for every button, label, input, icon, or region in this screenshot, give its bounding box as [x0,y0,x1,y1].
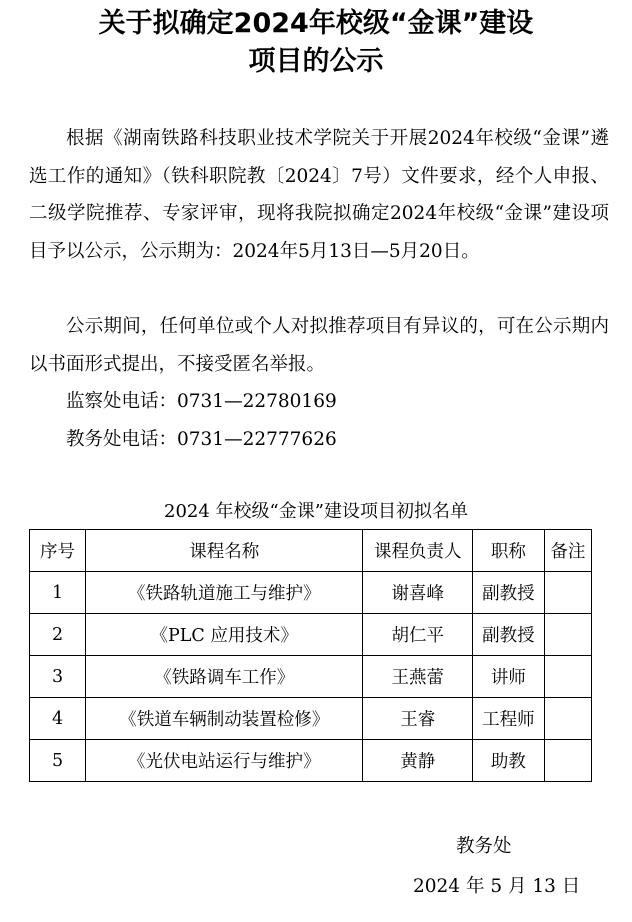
header-leader: 课程负责人 [363,530,473,572]
table-row [30,698,592,740]
cell-title: 讲师 [473,656,545,698]
body-paragraph-notice: 根据《湖南铁路科技职业技术学院关于开展2024年校级“金课”遴选工作的通知》（铁科职院教〔2024〕7号）文件要求，经个人申报、二级学院推荐、专家评审，现将我院拟确定2024年校级“金课”建设项目予以公示，公示期为：2024年5月13日—5月20日。 [29,128,609,262]
cell-no: 2 [30,614,86,656]
table-row [30,656,592,698]
cell-note [544,656,591,698]
header-title: 职称 [473,530,545,572]
table-row [30,572,592,614]
signature-department: 教务处 [456,836,512,857]
cell-title: 副教授 [473,572,545,614]
cell-title: 工程师 [473,698,545,740]
cell-leader: 胡仁平 [363,614,473,656]
cell-leader: 王燕蕾 [363,656,473,698]
project-list-table [29,529,592,782]
cell-course: 《铁路轨道施工与维护》 [86,572,363,614]
cell-leader: 谢喜峰 [363,572,473,614]
cell-note [544,572,591,614]
cell-leader: 黄静 [363,740,473,782]
cell-note [544,740,591,782]
header-course: 课程名称 [86,530,363,572]
cell-leader: 王睿 [363,698,473,740]
cell-no: 3 [30,656,86,698]
header-no: 序号 [30,530,86,572]
table-header-row [30,530,592,572]
document-title-line1: 关于拟确定2024年校级“金课”建设 [98,8,534,39]
cell-no: 5 [30,740,86,782]
table-row [30,740,592,782]
academic-affairs-phone: 教务处电话：0731—22777626 [66,429,337,450]
cell-no: 4 [30,698,86,740]
cell-course: 《光伏电站运行与维护》 [86,740,363,782]
cell-title: 助教 [473,740,545,782]
cell-note [544,698,591,740]
cell-title: 副教授 [473,614,545,656]
document-title-line2: 项目的公示 [248,46,384,77]
table-row [30,614,592,656]
cell-no: 1 [30,572,86,614]
cell-course: 《铁道车辆制动装置检修》 [86,698,363,740]
cell-course: 《铁路调车工作》 [86,656,363,698]
cell-note [544,614,591,656]
table-caption: 2024 年校级“金课”建设项目初拟名单 [164,501,468,522]
body-paragraph-objection: 公示期间，任何单位或个人对拟推荐项目有异议的，可在公示期内以书面形式提出，不接受匿名举报。 [29,316,609,375]
header-note: 备注 [544,530,591,572]
supervision-phone: 监察处电话：0731—22780169 [66,391,337,412]
signature-date: 2024 年 5 月 13 日 [413,876,581,897]
cell-course: 《PLC 应用技术》 [86,614,363,656]
